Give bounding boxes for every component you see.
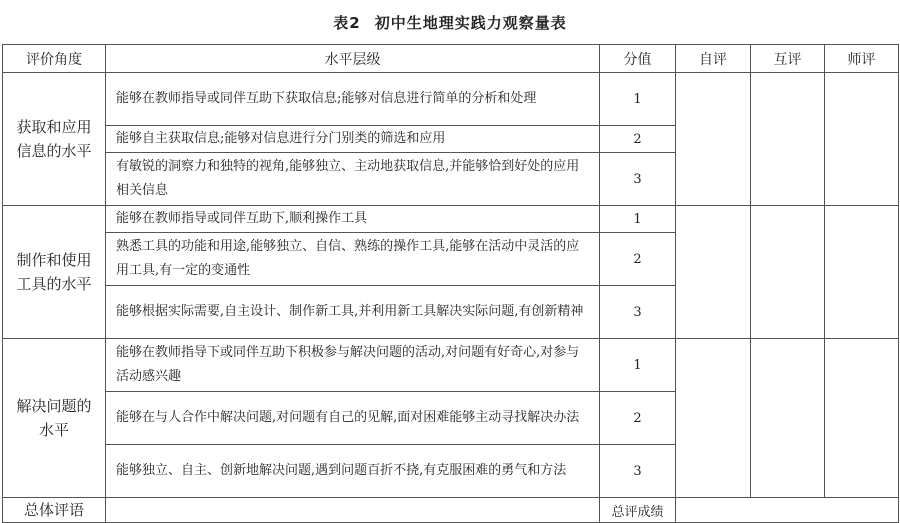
overall-comment-cell[interactable]	[106, 498, 600, 523]
peer-eval-cell[interactable]	[751, 339, 825, 498]
level-description: 能够独立、自主、创新地解决问题,遇到问题百折不挠,有克服困难的勇气和方法	[106, 445, 600, 498]
self-eval-cell[interactable]	[676, 206, 751, 339]
footer-row	[3, 498, 899, 523]
score-cell: 2	[600, 126, 676, 153]
dimension-label: 获取和应用	[16, 118, 92, 136]
total-score-label: 总评成绩	[600, 498, 676, 523]
dimension-cell	[3, 206, 106, 339]
dimension-cell	[3, 339, 106, 498]
level-description: 能够在与人合作中解决问题,对问题有自己的见解,面对困难能够主动寻找解决办法	[106, 392, 600, 445]
table-row	[3, 339, 899, 392]
header-dimension: 评价角度	[3, 45, 106, 73]
teacher-eval-cell[interactable]	[825, 73, 899, 206]
table-title	[0, 12, 900, 33]
self-eval-cell[interactable]	[676, 73, 751, 206]
peer-eval-cell[interactable]	[751, 206, 825, 339]
dimension-label: 解决问题的	[16, 397, 92, 415]
level-description: 熟悉工具的功能和用途,能够独立、自信、熟练的操作工具,能够在活动中灵活的应用工具,有一定的变通性	[106, 233, 600, 286]
dimension-label: 信息的水平	[16, 142, 92, 160]
header-peer-eval: 互评	[751, 45, 825, 73]
self-eval-cell[interactable]	[676, 339, 751, 498]
table-row	[3, 206, 899, 233]
score-cell: 1	[600, 206, 676, 233]
dimension-label: 工具的水平	[16, 275, 92, 293]
header-self-eval: 自评	[676, 45, 751, 73]
level-description: 能够在教师指导或同伴互助下,顺利操作工具	[106, 206, 600, 233]
header-row	[3, 45, 899, 73]
teacher-eval-cell[interactable]	[825, 339, 899, 498]
score-cell: 2	[600, 392, 676, 445]
overall-comment-label: 总体评语	[3, 498, 106, 523]
table-row	[3, 73, 899, 126]
dimension-label: 制作和使用	[16, 251, 92, 269]
score-cell: 3	[600, 153, 676, 206]
total-score-cell[interactable]	[676, 498, 899, 523]
dimension-cell	[3, 73, 106, 206]
level-description: 能够在教师指导或同伴互助下获取信息;能够对信息进行简单的分析和处理	[106, 73, 600, 126]
table-number: 表2	[333, 14, 361, 32]
score-cell: 2	[600, 233, 676, 286]
score-cell: 1	[600, 339, 676, 392]
dimension-label: 水平	[38, 421, 69, 439]
level-description: 能够根据实际需要,自主设计、制作新工具,并利用新工具解决实际问题,有创新精神	[106, 286, 600, 339]
level-description: 有敏锐的洞察力和独特的视角,能够独立、主动地获取信息,并能够恰到好处的应用相关信息	[106, 153, 600, 206]
header-level: 水平层级	[106, 45, 600, 73]
peer-eval-cell[interactable]	[751, 73, 825, 206]
level-description: 能够自主获取信息;能够对信息进行分门别类的筛选和应用	[106, 126, 600, 153]
table-title-text: 初中生地理实践力观察量表	[374, 14, 567, 32]
score-cell: 3	[600, 445, 676, 498]
header-teacher-eval: 师评	[825, 45, 899, 73]
teacher-eval-cell[interactable]	[825, 206, 899, 339]
score-cell: 3	[600, 286, 676, 339]
level-description: 能够在教师指导下或同伴互助下积极参与解决问题的活动,对问题有好奇心,对参与活动感兴趣	[106, 339, 600, 392]
header-score: 分值	[600, 45, 676, 73]
score-cell: 1	[600, 73, 676, 126]
observation-scale-table	[2, 44, 899, 523]
